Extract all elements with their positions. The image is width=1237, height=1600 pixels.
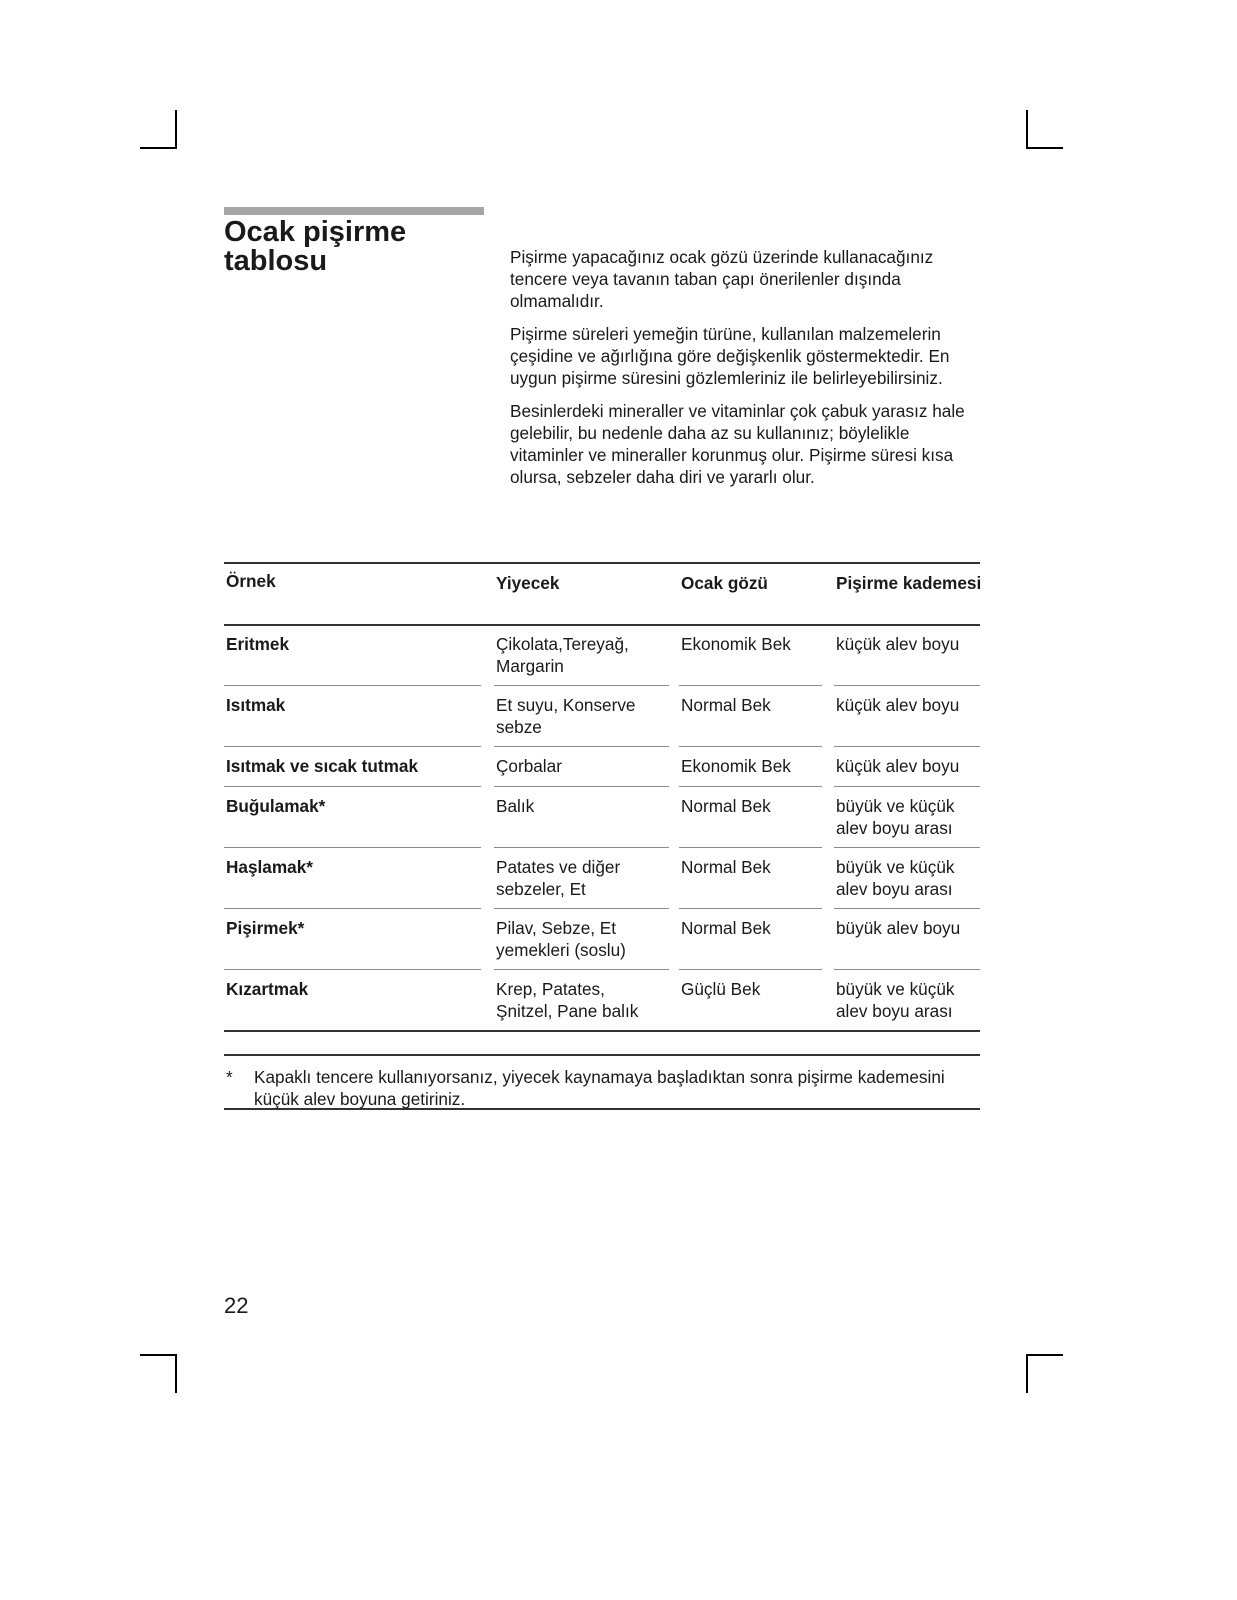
table-header-cell: Pişirme kademesi (836, 573, 982, 593)
crop-mark-bottom-left-h (140, 1354, 177, 1356)
crop-mark-bottom-left-v (175, 1354, 177, 1393)
intro-paragraph: Besinlerdeki mineraller ve vitaminlar çok çabuk yarasız hale gelebilir, bu nedenle daha az su kullanınız; böylelikle vitaminler ve mineraller korunmuş olur. Pişirme süresi kısa olursa, sebzeler daha diri ve yararlı olur. (510, 401, 965, 487)
footnote-marker: * (226, 1067, 233, 1087)
table-bottom-rule (224, 1030, 980, 1032)
row-divider (224, 786, 481, 787)
row-divider (834, 746, 980, 747)
table-cell: Pişirmek* (226, 918, 305, 938)
row-divider (224, 685, 481, 686)
row-divider (494, 685, 669, 686)
table-cell: büyük ve küçük alev boyu arası (836, 857, 955, 899)
table-cell: büyük alev boyu (836, 918, 961, 938)
table-cell: küçük alev boyu (836, 695, 960, 715)
row-divider (224, 969, 481, 970)
row-divider (679, 969, 822, 970)
table-header-cell: Örnek (226, 571, 276, 591)
table-cell: Buğulamak* (226, 796, 326, 816)
row-divider (834, 969, 980, 970)
table-cell: Normal Bek (681, 695, 771, 715)
table-cell: küçük alev boyu (836, 634, 960, 654)
table-cell: büyük ve küçük alev boyu arası (836, 979, 955, 1021)
footnote-text: Kapaklı tencere kullanıyorsanız, yiyecek kaynamaya başladıktan sonra pişirme kademesini küçük alev boyuna getiriniz. (254, 1067, 945, 1109)
page-title (224, 218, 474, 276)
table-top-rule (224, 562, 980, 564)
row-divider (834, 786, 980, 787)
table-cell: Çorbalar (496, 756, 562, 776)
table-cell: Haşlamak* (226, 857, 313, 877)
row-divider (494, 969, 669, 970)
row-divider (494, 786, 669, 787)
footnote-top-rule (224, 1054, 980, 1056)
crop-mark-bottom-right-h (1026, 1354, 1063, 1356)
row-divider (224, 746, 481, 747)
title-line-2: tablosu (224, 245, 328, 277)
table-cell: Eritmek (226, 634, 290, 654)
table-cell: Et suyu, Konserve sebze (496, 695, 636, 737)
table-cell: Ekonomik Bek (681, 756, 791, 776)
row-divider (494, 746, 669, 747)
table-cell: Normal Bek (681, 857, 771, 877)
row-divider (679, 847, 822, 848)
table-cell: büyük ve küçük alev boyu arası (836, 796, 955, 838)
table-cell: Ekonomik Bek (681, 634, 791, 654)
row-divider (679, 685, 822, 686)
table-cell: Kızartmak (226, 979, 309, 999)
crop-mark-top-left-v (175, 110, 177, 149)
row-divider (494, 847, 669, 848)
table-cell: Patates ve diğer sebzeler, Et (496, 857, 621, 899)
table-cell: Pilav, Sebze, Et yemekleri (soslu) (496, 918, 626, 960)
row-divider (834, 908, 980, 909)
table-header-rule (224, 624, 980, 626)
crop-mark-top-right-h (1026, 147, 1063, 149)
table-cell: Isıtmak (226, 695, 286, 715)
table-header-cell: Yiyecek (496, 573, 560, 593)
intro-paragraph: Pişirme süreleri yemeğin türüne, kullanılan malzemelerin çeşidine ve ağırlığına göre değişkenlik göstermektedir. En uygun pişirme süresini gözlemleriniz ile belirleyebilirsiniz. (510, 324, 950, 388)
row-divider (679, 908, 822, 909)
table-cell: Isıtmak ve sıcak tutmak (226, 756, 419, 776)
table-cell: Krep, Patates, Şnitzel, Pane balık (496, 979, 639, 1021)
title-line-1: Ocak pişirme (224, 216, 407, 248)
table-cell: Çikolata,Tereyağ, Margarin (496, 634, 629, 676)
crop-mark-bottom-right-v (1026, 1354, 1028, 1393)
row-divider (224, 908, 481, 909)
table-header-cell: Ocak gözü (681, 573, 768, 593)
table-cell: küçük alev boyu (836, 756, 960, 776)
table-cell: Güçlü Bek (681, 979, 761, 999)
table-cell: Normal Bek (681, 918, 771, 938)
row-divider (834, 847, 980, 848)
crop-mark-top-right-v (1026, 110, 1028, 149)
row-divider (494, 908, 669, 909)
row-divider (679, 746, 822, 747)
intro-paragraph: Pişirme yapacağınız ocak gözü üzerinde kullanacağınız tencere veya tavanın taban çapı önerilenler dışında olmamalıdır. (510, 247, 934, 311)
page-number: 22 (224, 1293, 249, 1318)
row-divider (224, 847, 481, 848)
table-cell: Balık (496, 796, 535, 816)
crop-mark-top-left-h (140, 147, 177, 149)
row-divider (679, 786, 822, 787)
table-cell: Normal Bek (681, 796, 771, 816)
intro-text (510, 246, 980, 499)
row-divider (834, 685, 980, 686)
section-bar (224, 207, 484, 215)
